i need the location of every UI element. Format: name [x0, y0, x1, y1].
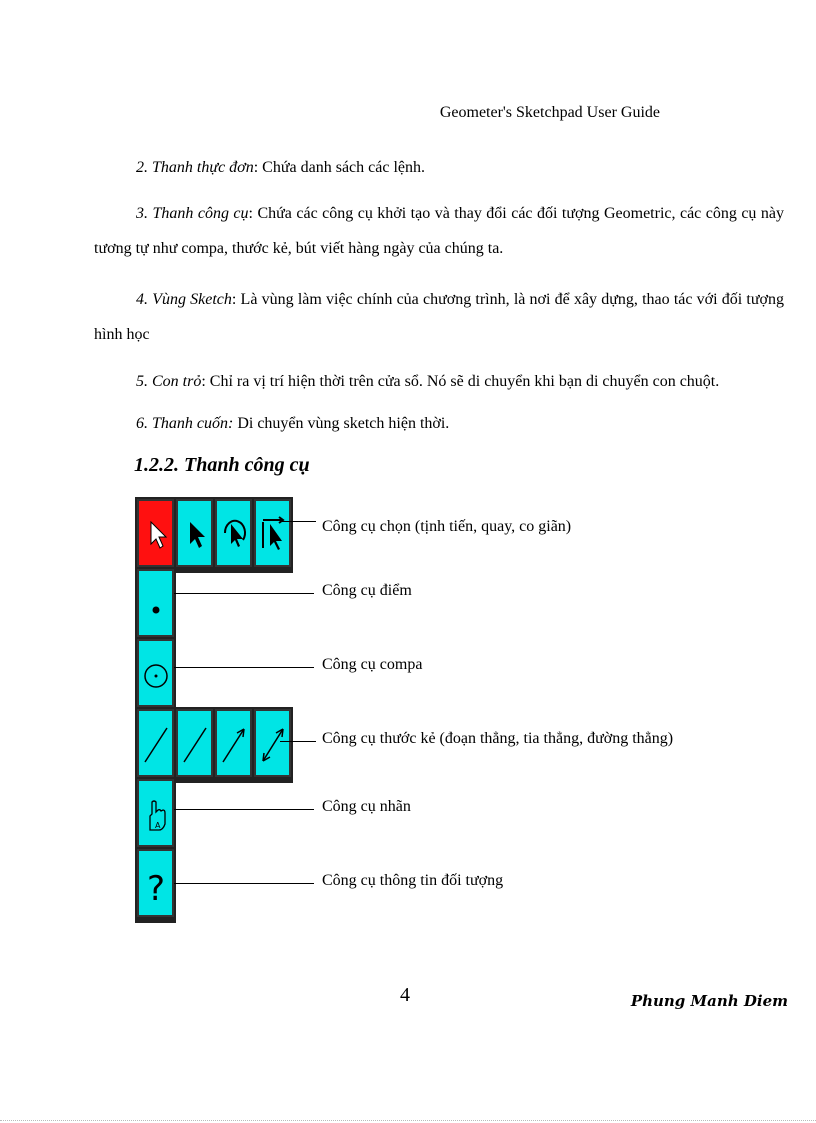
- tool-label-compass: Công cụ compa: [322, 656, 423, 673]
- toolbar-row-straightedge: [135, 707, 293, 783]
- paragraph-lead: 2. Thanh thực đơn: [136, 159, 254, 176]
- tool-label-info: Công cụ thông tin đối tượng: [322, 872, 504, 889]
- page-number: 4: [400, 984, 410, 1006]
- segment-icon: [180, 718, 210, 768]
- paragraph-text: : Chứa các công cụ khởi tạo và thay đổi các đối tượng Geometric, các công cụ này tương tự như compa, thước kẻ, bút viết hàng ngày của chúng ta.: [94, 205, 784, 257]
- author-signature: Phung Manh Diem: [630, 992, 788, 1010]
- dilate-arrow-icon: [258, 508, 288, 558]
- paragraph-lead: 6. Thanh cuốn:: [136, 415, 234, 432]
- select-arrow-icon: [141, 508, 171, 558]
- translate-arrow-button[interactable]: [176, 499, 213, 567]
- paragraph-text: Di chuyển vùng sketch hiện thời.: [233, 415, 450, 432]
- paragraph-sketch-area: [94, 282, 784, 352]
- info-tool-button[interactable]: [137, 849, 174, 917]
- paragraph-text: : Là vùng làm việc chính của chương trình, là nơi để xây dựng, thao tác với đối tượng hình học: [94, 291, 784, 343]
- connector-line: [280, 521, 316, 522]
- connector-line: [174, 809, 314, 810]
- paragraph-menu-bar: [94, 150, 784, 185]
- dilate-arrow-button[interactable]: [254, 499, 291, 567]
- compass-circle-icon: [141, 648, 171, 698]
- connector-line: [174, 883, 314, 884]
- paragraph-toolbar: [94, 196, 784, 266]
- toolbar-row-point: [135, 567, 176, 643]
- segment-tool-button[interactable]: [176, 709, 213, 777]
- connector-line: [280, 741, 316, 742]
- rotate-arrow-button[interactable]: [215, 499, 252, 567]
- point-tool-button[interactable]: [137, 569, 174, 637]
- svg-text:A: A: [154, 821, 160, 830]
- paragraph-scrollbar: [94, 406, 784, 441]
- toolbar-row-label: [135, 777, 176, 853]
- line-tool-button[interactable]: [254, 709, 291, 777]
- toolbar-row-select: [135, 497, 293, 573]
- line-icon: [258, 718, 288, 768]
- paragraph-text: : Chứa danh sách các lệnh.: [253, 159, 425, 176]
- connector-line: [174, 667, 314, 668]
- ray-tool-button[interactable]: [215, 709, 252, 777]
- paragraph-lead: 5. Con trỏ: [136, 373, 202, 390]
- compass-tool-button[interactable]: [137, 639, 174, 707]
- paragraph-cursor: [94, 364, 784, 399]
- toolbar-row-info: [135, 847, 176, 923]
- paragraph-text: : Chỉ ra vị trí hiện thời trên cửa sổ. Nó sẽ di chuyển khi bạn di chuyển con chuột.: [201, 373, 720, 390]
- tool-label-point: Công cụ điểm: [322, 582, 412, 599]
- paragraph-lead: 4. Vùng Sketch: [136, 291, 232, 308]
- tool-label-select: Công cụ chọn (tịnh tiến, quay, co giãn): [322, 518, 572, 535]
- tool-label-straightedge: Công cụ thước kẻ (đoạn thẳng, tia thẳng, đường thẳng): [322, 730, 674, 747]
- segment-icon: [141, 718, 171, 768]
- page-bottom-divider: [0, 1120, 816, 1121]
- toolbar-row-compass: [135, 637, 176, 713]
- svg-text:?: ?: [146, 869, 165, 908]
- label-tool-button[interactable]: [137, 779, 174, 847]
- paragraph-lead: 3. Thanh công cụ: [136, 205, 249, 222]
- page-header: Geometer's Sketchpad User Guide: [439, 104, 660, 121]
- tool-label-label: Công cụ nhãn: [322, 798, 411, 815]
- hand-label-icon: [141, 788, 171, 838]
- section-heading: 1.2.2. Thanh công cụ: [134, 454, 310, 476]
- rotate-arrow-icon: [219, 508, 249, 558]
- point-icon: [141, 578, 171, 628]
- connector-line: [174, 593, 314, 594]
- ray-icon: [219, 718, 249, 768]
- question-mark-icon: [141, 858, 171, 908]
- translate-arrow-icon: [180, 508, 210, 558]
- segment-tool-button[interactable]: [137, 709, 174, 777]
- select-arrow-button[interactable]: [137, 499, 174, 567]
